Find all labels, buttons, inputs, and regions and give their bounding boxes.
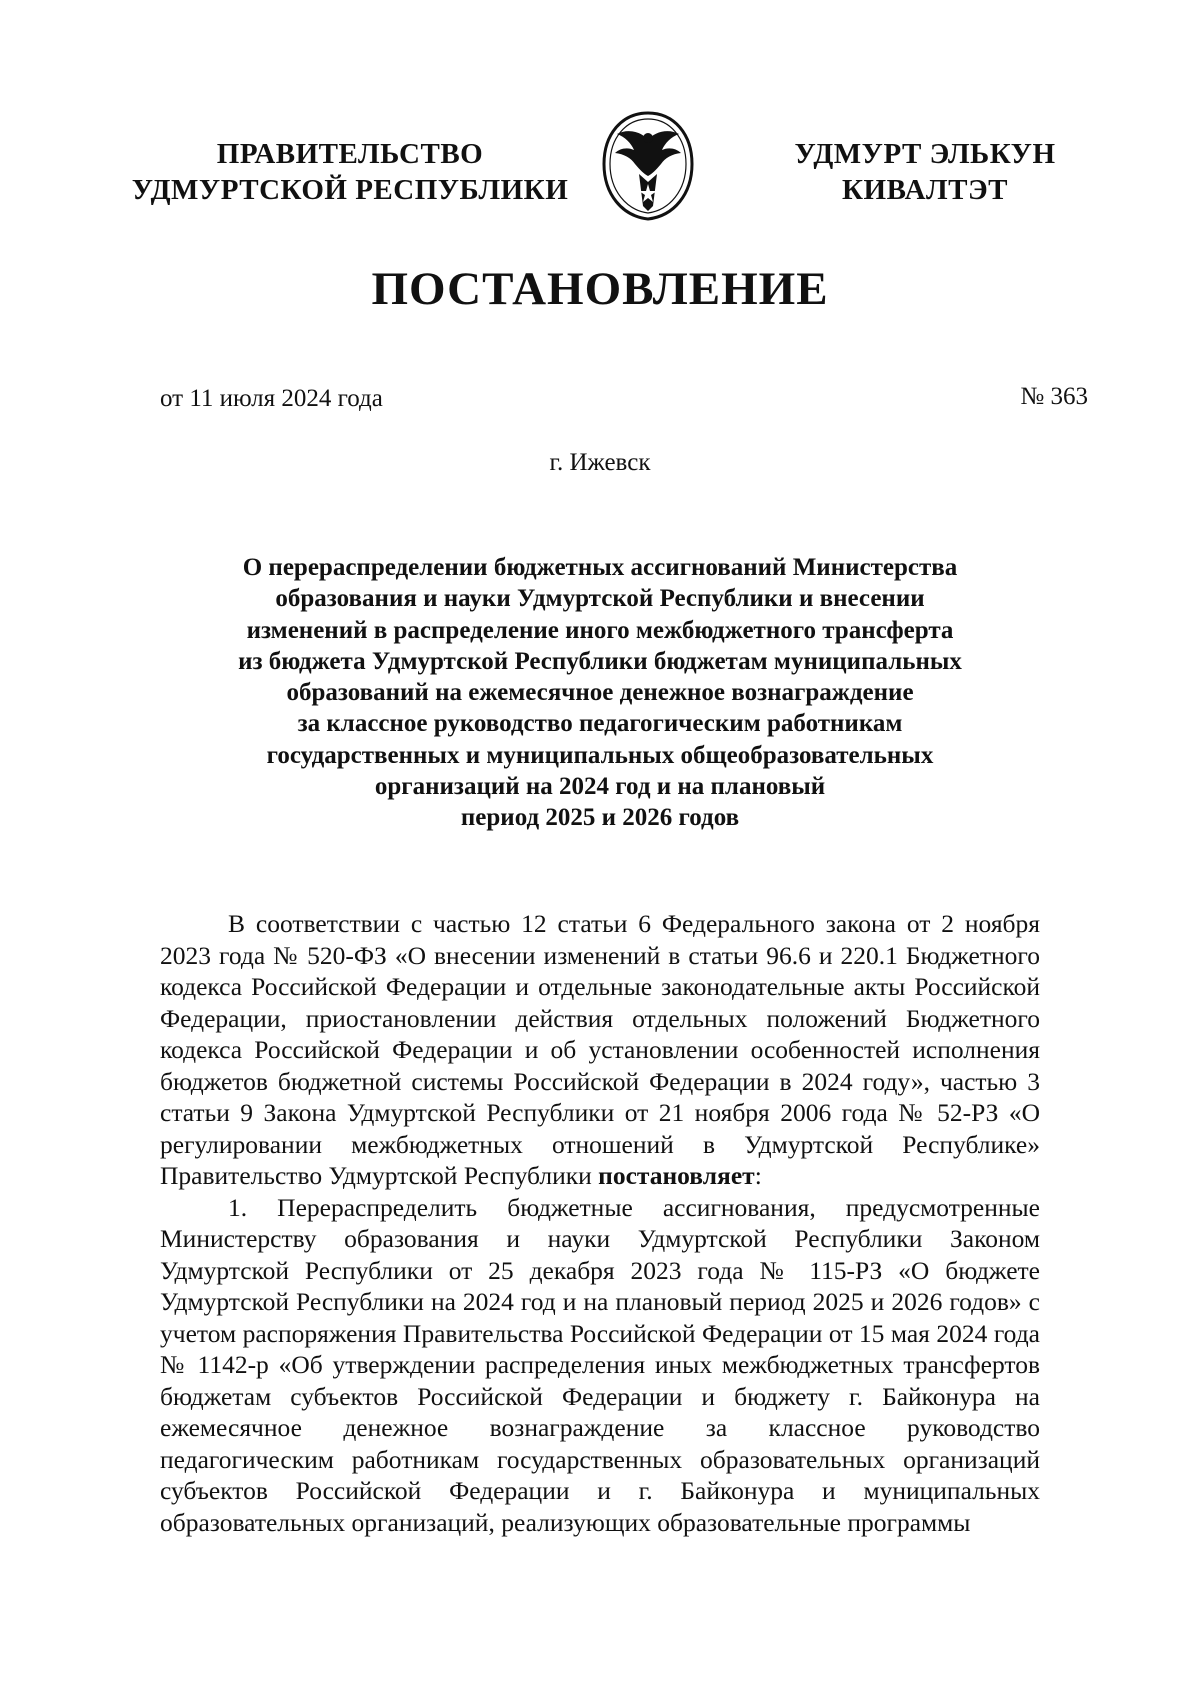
government-name-udmurt-line1: УДМУРТ ЭЛЬКУН — [794, 138, 1056, 170]
document-date: от 11 июля 2024 года — [160, 385, 383, 412]
document-number: № 363 — [1020, 383, 1088, 410]
preamble-paragraph — [160, 908, 1040, 1192]
government-name-russian — [120, 136, 580, 208]
preamble-text: В соответствии с частью 12 статьи 6 Федерального закона от 2 ноября 2023 года № 520-ФЗ «О внесении изменений в статьи 96.6 и 220.1 Бюджетного кодекса Российской Федерации и отдельные законодательные акты Российской Федерации, приостановлении действия отдельных положений Бюджетного кодекса Российской Федерации и об установлении особенностей исполнения бюджетов бюджетной системы Российской Федерации в 2024 году», частью 3 статьи 9 Закона Удмуртской Республики от 21 ноября 2006 года № 52-РЗ «О регулировании межбюджетных отношений в Удмуртской Республике» Правительство Удмуртской Республики — [160, 909, 1040, 1190]
document-title: ПОСТАНОВЛЕНИЕ — [371, 263, 829, 315]
subject-line: О перераспределении бюджетных ассигнований Министерства — [242, 554, 958, 581]
subject-line: изменений в распределение иного межбюджетного трансферта — [246, 616, 954, 644]
preamble-end: : — [754, 1161, 762, 1190]
document-city: г. Ижевск — [549, 449, 651, 476]
government-name-udmurt-line2: КИВАЛТЭТ — [841, 174, 1008, 206]
resolves-word: постановляет — [598, 1161, 755, 1190]
document-subject — [160, 552, 1040, 834]
subject-line: государственных и муниципальных общеобразовательных — [266, 741, 934, 769]
subject-line: организаций на 2024 год и на плановый — [374, 773, 826, 801]
government-name-line1: ПРАВИТЕЛЬСТВО — [216, 138, 484, 170]
subject-line: из бюджета Удмуртской Республики бюджетам муниципальных — [238, 647, 962, 675]
subject-line: образований на ежемесячное денежное вознаграждение — [286, 679, 914, 707]
document-body — [160, 908, 1040, 1538]
coat-of-arms-icon — [598, 110, 698, 222]
item-1-paragraph: 1. Перераспределить бюджетные ассигнования, предусмотренные Министерству образования и науки Удмуртской Республики Законом Удмуртской Республики от 25 декабря 2023 года № 115-РЗ «О бюджете Удмуртской Республики на 2024 год и на плановый период 2025 и 2026 годов» с учетом распоряжения Правительства Российской Федерации от 15 мая 2024 года № 1142-р «Об утверждении распределения иных межбюджетных трансфертов бюджетам субъектов Российской Федерации и бюджету г. Байконура на ежемесячное денежное вознаграждение за классное руководство педагогическим работникам государственных образовательных организаций субъектов Российской Федерации и г. Байконура и муниципальных образовательных организаций, реализующих образовательные программы — [160, 1192, 1040, 1537]
government-name-line2: УДМУРТСКОЙ РЕСПУБЛИКИ — [131, 174, 569, 206]
subject-line: за классное руководство педагогическим работникам — [297, 710, 903, 738]
subject-line: образования и науки Удмуртской Республики и внесении — [275, 585, 925, 613]
government-name-udmurt — [775, 136, 1075, 208]
subject-line: период 2025 и 2026 годов — [460, 804, 740, 832]
